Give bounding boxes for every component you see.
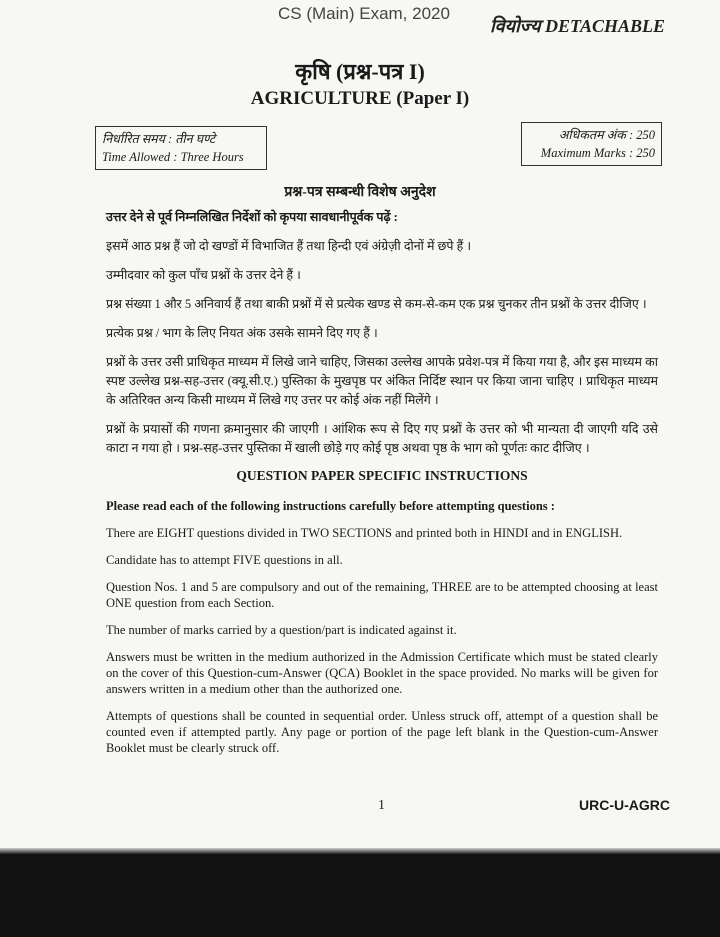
english-instruction: Answers must be written in the medium authorized in the Admission Certificate which must be stated clearly on the cover of this Question-cum-Answer (QCA) Booklet in the space provided. No marks will be given for answers written in a medium other than the authorized one.	[106, 650, 658, 696]
maximum-marks-box	[521, 122, 662, 166]
hindi-instruction: प्रश्नों के प्रयासों की गणना क्रमानुसार की जाएगी । आंशिक रूप से दिए गए प्रश्नों के उत्तर को भी मान्यता दी जाएगी यदि उसे काटा न गया हो । प्रश्न-सह-उत्तर पुस्तिका में खाली छोड़े गए कोई पृष्ठ अथवा पृष्ठ के भाग को पूर्णतः काट दीजिए ।	[106, 422, 658, 455]
hindi-instructions-heading: प्रश्न-पत्र सम्बन्धी विशेष अनुदेश	[284, 185, 436, 200]
page-edge-shadow	[0, 848, 720, 854]
scan-dark-border	[0, 848, 720, 937]
subject-title-english: AGRICULTURE (Paper I)	[250, 88, 470, 109]
paper-code: URC-U-AGRC	[579, 797, 670, 813]
hindi-instruction: इसमें आठ प्रश्न हैं जो दो खण्डों में विभाजित हैं तथा हिन्दी एवं अंग्रेज़ी दोनों में छपे हैं ।	[106, 239, 472, 253]
english-instruction: There are EIGHT questions divided in TWO SECTIONS and printed both in HINDI and in ENGLISH.	[106, 526, 623, 540]
english-instruction: Question Nos. 1 and 5 are compulsory and out of the remaining, THREE are to be attempted choosing at least ONE question from each Section.	[106, 580, 658, 610]
time-allowed-english: Time Allowed : Three Hours	[102, 150, 244, 164]
hindi-instruction: प्रश्न संख्या 1 और 5 अनिवार्य हैं तथा बाकी प्रश्नों में से प्रत्येक खण्ड से कम-से-कम एक प्रश्न चुनकर तीन प्रश्नों के उत्तर दीजिए ।	[106, 297, 647, 311]
english-instructions-lead: Please read each of the following instructions carefully before attempting questions :	[106, 499, 555, 513]
instructions-body	[106, 208, 658, 767]
hindi-instruction: प्रत्येक प्रश्न / भाग के लिए नियत अंक उसके सामने दिए गए हैं ।	[106, 326, 378, 340]
english-instruction: Attempts of questions shall be counted in sequential order. Unless struck off, attempt of a question shall be counted even if attempted partly. Any page or portion of the page left blank in the Question-cum-Answer Booklet must be clearly struck off.	[106, 709, 658, 755]
hindi-instructions-lead: उत्तर देने से पूर्व निम्नलिखित निर्देशों को कृपया सावधानीपूर्वक पढ़ें :	[106, 210, 398, 224]
maximum-marks-english: Maximum Marks : 250	[540, 146, 655, 160]
detachable-label: वियोज्य DETACHABLE	[490, 16, 666, 36]
hindi-instruction: उम्मीदवार को कुल पाँच प्रश्नों के उत्तर देने हैं ।	[106, 268, 301, 282]
time-allowed-hindi: निर्धारित समय : तीन घण्टे	[102, 132, 216, 146]
page-number: 1	[378, 798, 385, 813]
english-instruction: Candidate has to attempt FIVE questions in all.	[106, 553, 343, 567]
english-instructions-heading: QUESTION PAPER SPECIFIC INSTRUCTIONS	[236, 468, 528, 483]
hindi-instruction: प्रश्नों के उत्तर उसी प्राधिकृत माध्यम में लिखे जाने चाहिए, जिसका उल्लेख आपके प्रवेश-पत्र में किया गया है, और इस माध्यम का स्पष्ट उल्लेख प्रश्न-सह-उत्तर (क्यू.सी.ए.) पुस्तिका के मुखपृष्ठ पर अंकित निर्दिष्ट स्थान पर किया जाना चाहिए । प्राधिकृत माध्यम के अतिरिक्त अन्य किसी माध्यम में लिखे गए उत्तर पर कोई अंक नहीं मिलेंगे ।	[106, 355, 658, 407]
exam-title: CS (Main) Exam, 2020	[278, 4, 450, 23]
subject-title-hindi: कृषि (प्रश्न-पत्र I)	[295, 59, 425, 84]
time-allowed-box	[95, 126, 267, 170]
maximum-marks-hindi: अधिकतम अंक : 250	[558, 128, 655, 142]
english-instruction: The number of marks carried by a question/part is indicated against it.	[106, 623, 457, 637]
